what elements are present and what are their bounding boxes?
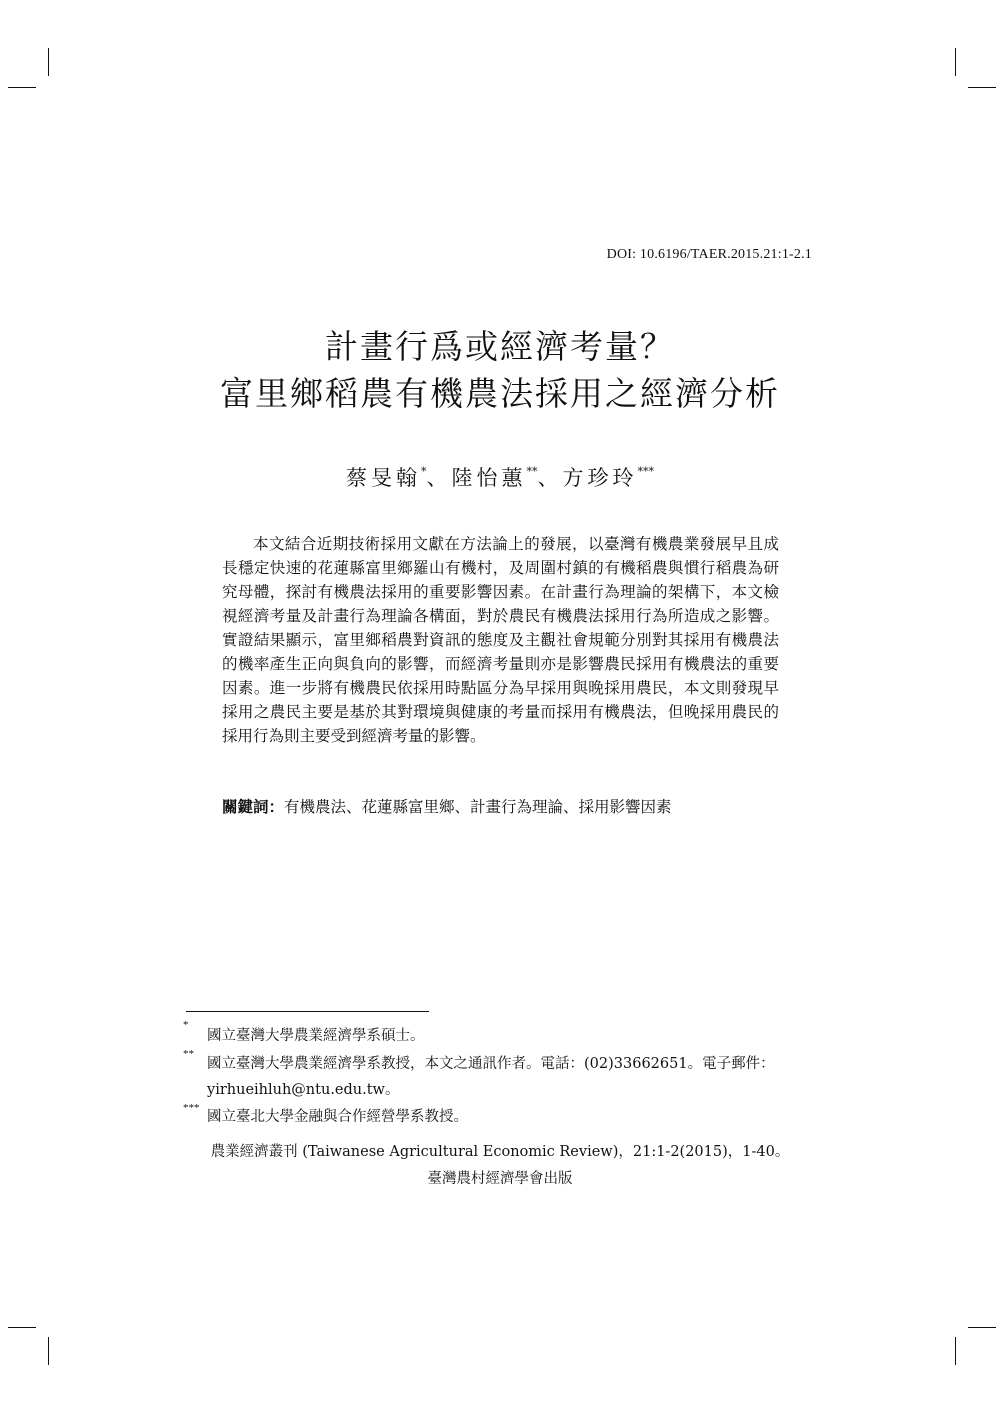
author-name: 蔡旻翰 [346, 466, 421, 490]
doi: DOI: 10.6196/TAER.2015.21:1-2.1 [606, 247, 812, 262]
author-footnote-mark: ** [526, 465, 538, 478]
author-name: 陸怡蕙 [451, 466, 527, 490]
author-list [0, 462, 1000, 492]
publisher: 臺灣農村經濟學會出版 [427, 1171, 573, 1187]
crop-mark-top-right-h [968, 87, 996, 88]
crop-mark-bottom-left-v [48, 1337, 49, 1365]
author-footnote-mark: * [421, 465, 427, 478]
paper-title [0, 323, 1000, 417]
author-footnote-mark: *** [637, 465, 654, 478]
footnote-mark: ** [183, 1048, 194, 1060]
author-separator: 、 [537, 466, 563, 490]
footnote-mark: * [183, 1019, 189, 1031]
keywords [222, 795, 779, 819]
footnote-divider [186, 1011, 429, 1012]
crop-mark-top-left-h [8, 87, 36, 88]
footnote-mark: *** [183, 1102, 200, 1114]
footnote-2-email: yirhueihluh@ntu.edu.tw。 [207, 1082, 400, 1098]
title-line-1: 計畫行爲或經濟考量？ [325, 327, 675, 366]
journal-citation: 農業經濟叢刊 (Taiwanese Agricultural Economic Review)，21:1-2(2015)，1-40。 [210, 1144, 790, 1160]
crop-mark-top-right-v [955, 48, 956, 76]
author-separator: 、 [426, 466, 452, 490]
footnote-3: 國立臺北大學金融與合作經營學系教授。 [207, 1109, 468, 1125]
author-name: 方珍玲 [562, 466, 638, 490]
crop-mark-bottom-right-h [968, 1327, 996, 1328]
title-line-2: 富里鄉稻農有機農法採用之經濟分析 [220, 374, 780, 413]
crop-mark-bottom-right-v [955, 1337, 956, 1365]
footnote-1: 國立臺灣大學農業經濟學系碩士。 [207, 1028, 425, 1044]
abstract: 本文結合近期技術採用文獻在方法論上的發展，以臺灣有機農業發展早且成長穩定快速的花蓮縣富里鄉羅山有機村，及周圍村鎮的有機稻農與慣行稻農為研究母體，探討有機農法採用的重要影響因素。在計畫行為理論的架構下，本文檢視經濟考量及計畫行為理論各構面，對於農民有機農法採用行為所造成之影響。實證結果顯示，富里鄉稻農對資訊的態度及主觀社會規範分別對其採用有機農法的機率產生正向與負向的影響，而經濟考量則亦是影響農民採用有機農法的重要因素。進一步將有機農民依採用時點區分為早採用與晚採用農民，本文則發現早採用之農民主要是基於其對環境與健康的考量而採用有機農法，但晚採用農民的採用行為則主要受到經濟考量的影響。 [222, 535, 779, 745]
keywords-text: 有機農法、花蓮縣富里鄉、計畫行為理論、採用影響因素 [284, 798, 672, 816]
keywords-label: 關鍵詞： [222, 798, 285, 816]
crop-mark-bottom-left-h [8, 1327, 36, 1328]
footnote-2: 國立臺灣大學農業經濟學系教授，本文之通訊作者。電話：(02)33662651。電子郵件： [207, 1056, 775, 1072]
crop-mark-top-left-v [48, 48, 49, 76]
